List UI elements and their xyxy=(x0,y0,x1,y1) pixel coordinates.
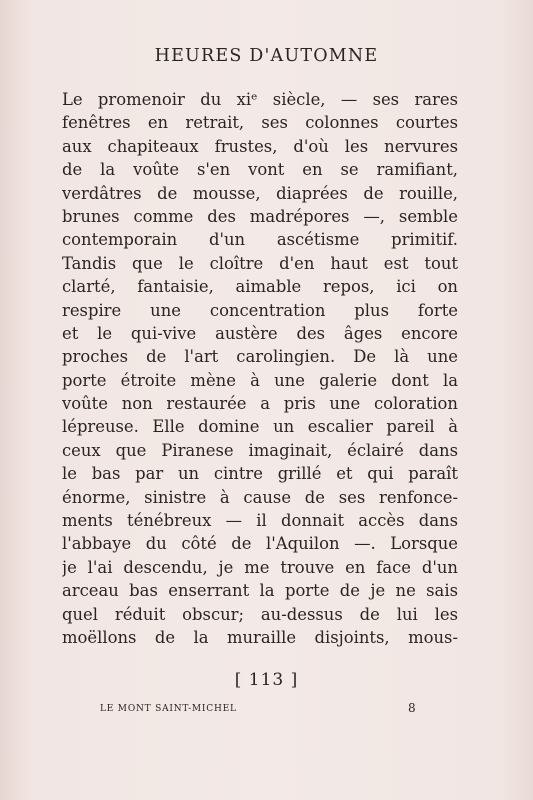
text-line: porte étroite mène à une galerie dont la xyxy=(62,370,458,390)
text-line: fenêtres en retrait, ses colonnes courtes xyxy=(62,113,458,133)
page-number: [ 113 ] xyxy=(234,670,299,690)
text-line: verdâtres de mousse, diaprées de rouille, xyxy=(62,183,458,203)
text-line: proches de l'art carolingien. De là une xyxy=(62,347,458,367)
text-line: aux chapiteaux frustes, d'où les nervures xyxy=(62,136,458,156)
text-line: ments ténébreux — il donnait accès dans xyxy=(62,511,458,531)
body-text xyxy=(62,88,458,649)
text-line: Tandis que le cloître d'en haut est tout xyxy=(62,253,458,273)
text-line: ceux que Piranese imaginait, éclairé dans xyxy=(62,440,458,460)
text-line: lépreuse. Elle domine un escalier pareil à xyxy=(62,417,458,437)
signature-title: LE MONT SAINT-MICHEL xyxy=(100,704,237,714)
text-line: et le qui-vive austère des âges encore xyxy=(62,323,458,343)
text-line: brunes comme des madrépores —, semble xyxy=(62,206,458,226)
running-head: HEURES D'AUTOMNE xyxy=(154,46,379,66)
text-line: respire une concentration plus forte xyxy=(62,300,458,320)
text-line: contemporain d'un ascétisme primitif. xyxy=(62,230,458,250)
text-line: Le promenoir du xiᵉ siècle, — ses rares xyxy=(62,90,458,109)
text-line: l'abbaye du côté de l'Aquilon —. Lorsque xyxy=(62,534,458,554)
signature-mark: 8 xyxy=(408,701,416,715)
text-line: moëllons de la muraille disjoints, mous- xyxy=(62,627,458,647)
text-line: voûte non restaurée a pris une coloration xyxy=(62,394,458,414)
text-line: de la voûte s'en vont en se ramifiant, xyxy=(62,160,458,180)
text-line: clarté, fantaisie, aimable repos, ici on xyxy=(62,277,458,297)
text-line: je l'ai descendu, je me trouve en face d'un xyxy=(62,557,458,577)
text-line: quel réduit obscur; au-dessus de lui les xyxy=(62,604,458,624)
text-line: énorme, sinistre à cause de ses renfonce- xyxy=(62,487,458,507)
text-line: le bas par un cintre grillé et qui paraît xyxy=(62,464,458,484)
text-line: arceau bas enserrant la porte de je ne sais xyxy=(62,581,458,601)
